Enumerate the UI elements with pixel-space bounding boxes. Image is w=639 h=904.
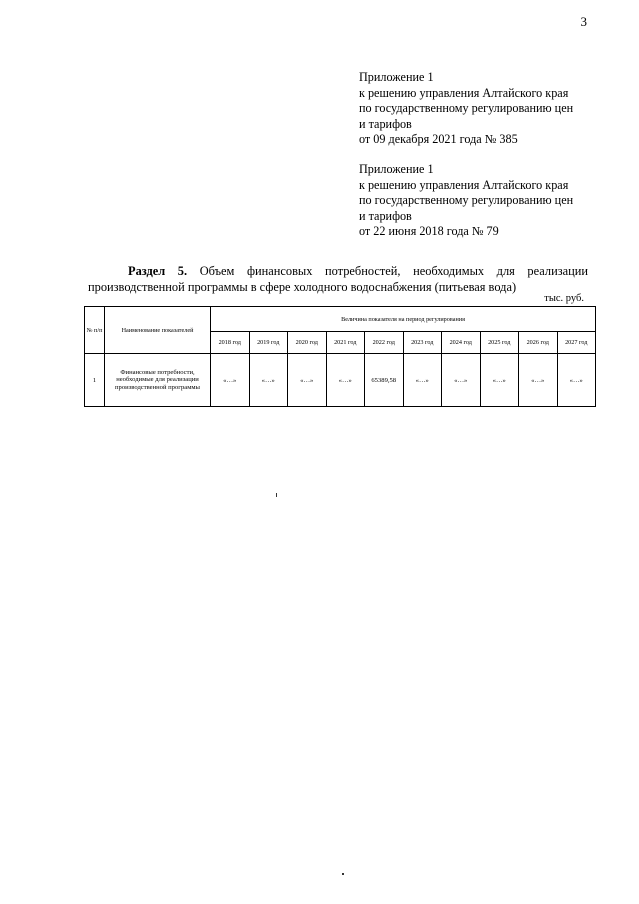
scan-speck bbox=[276, 493, 277, 497]
value-cell: «…» bbox=[480, 354, 519, 407]
header-period-group: Величина показателя на период регулирования bbox=[211, 307, 596, 332]
header-year: 2020 год bbox=[288, 332, 327, 354]
header-year: 2021 год bbox=[326, 332, 365, 354]
header-indicator-name: Наименование показателей bbox=[105, 307, 211, 354]
value-cell: «…» bbox=[211, 354, 250, 407]
appendix-line: от 09 декабря 2021 года № 385 bbox=[359, 132, 518, 146]
header-year: 2027 год bbox=[557, 332, 596, 354]
appendix-block-original bbox=[359, 162, 604, 240]
section-title-text: Объем финансовых потребностей, необходимых для реализации производственной программы в сфере холодного водоснабжения (питьевая вода) bbox=[88, 264, 588, 294]
appendix-line: от 22 июня 2018 года № 79 bbox=[359, 224, 499, 238]
appendix-line: по государственному регулированию цен bbox=[359, 193, 574, 207]
page-number: 3 bbox=[580, 14, 587, 29]
value-cell: «…» bbox=[442, 354, 481, 407]
appendix-line: Приложение 1 bbox=[359, 162, 434, 176]
appendix-line: и тарифов bbox=[359, 208, 412, 223]
value-cell: «…» bbox=[288, 354, 327, 407]
row-number: 1 bbox=[85, 354, 105, 407]
value-cell: «…» bbox=[557, 354, 596, 407]
value-cell: «…» bbox=[519, 354, 558, 407]
appendix-line: и тарифов bbox=[359, 116, 412, 131]
header-number: № п/п bbox=[85, 307, 105, 354]
table-row bbox=[85, 354, 596, 407]
header-year: 2018 год bbox=[211, 332, 250, 354]
header-year: 2019 год bbox=[249, 332, 288, 354]
appendix-block-current bbox=[359, 70, 604, 148]
header-year: 2026 год bbox=[519, 332, 558, 354]
header-year: 2025 год bbox=[480, 332, 519, 354]
row-indicator-name: Финансовые потребности, необходимые для реализации производственной программы bbox=[105, 354, 211, 407]
appendix-line: по государственному регулированию цен bbox=[359, 101, 574, 115]
value-cell: «…» bbox=[326, 354, 365, 407]
financial-needs-table bbox=[84, 306, 596, 407]
header-year: 2024 год bbox=[442, 332, 481, 354]
appendix-line: Приложение 1 bbox=[359, 70, 434, 84]
appendix-line: к решению управления Алтайского края bbox=[359, 85, 569, 100]
appendix-line: к решению управления Алтайского края bbox=[359, 177, 569, 192]
units-label: тыс. руб. bbox=[544, 293, 584, 304]
header-year: 2022 год bbox=[365, 332, 404, 354]
section-heading bbox=[88, 264, 588, 295]
scan-speck bbox=[342, 873, 344, 875]
section-label: Раздел 5. bbox=[128, 264, 188, 278]
value-cell: «…» bbox=[403, 354, 442, 407]
header-year: 2023 год bbox=[403, 332, 442, 354]
value-cell: 65389,58 bbox=[365, 354, 404, 407]
value-cell: «…» bbox=[249, 354, 288, 407]
